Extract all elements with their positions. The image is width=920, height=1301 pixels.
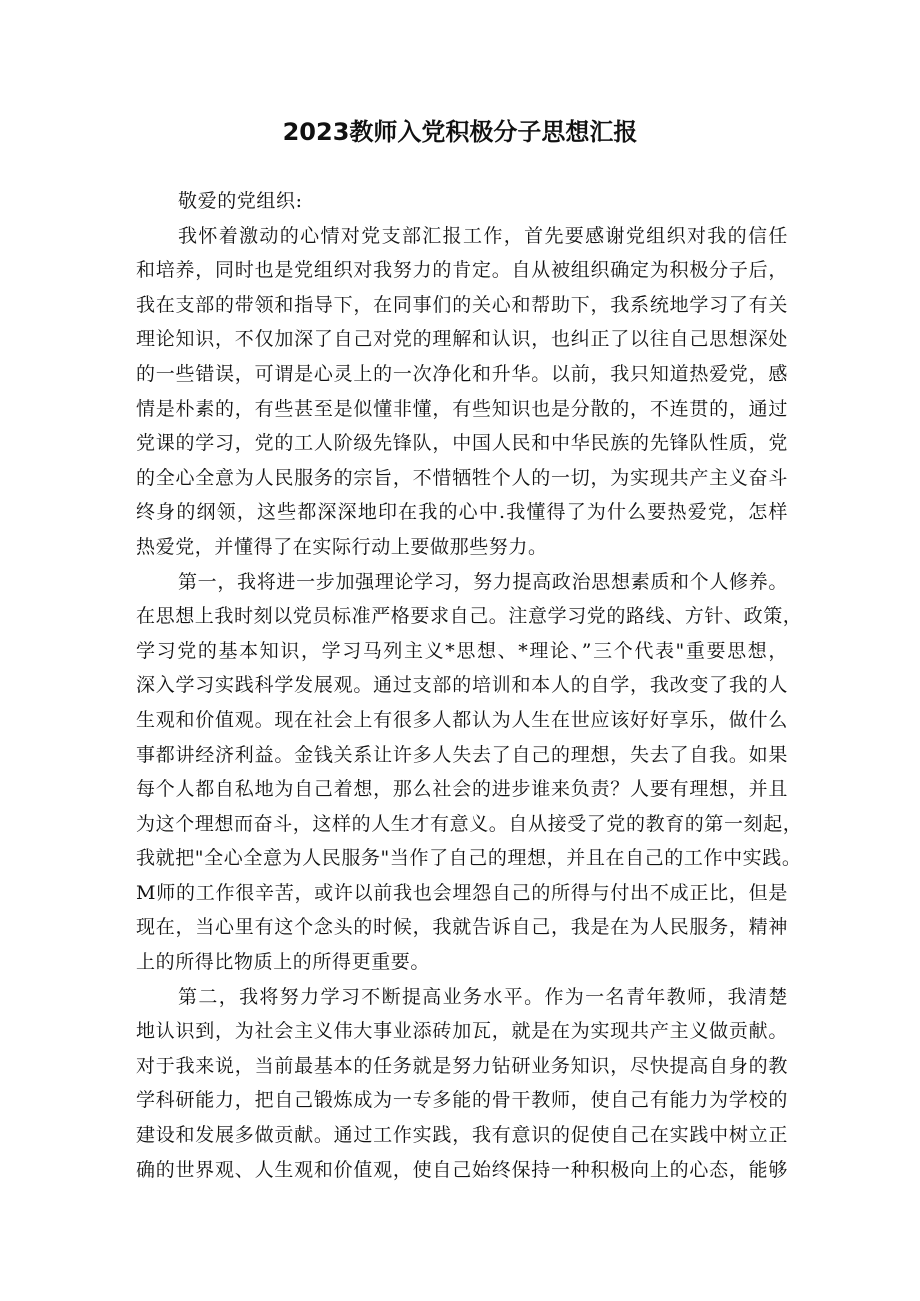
salutation: 敬爱的党组织: bbox=[178, 190, 303, 212]
text-line: 确的世界观、人生观和价值观，使自己始终保持一种积极向上的心态，能够 bbox=[136, 1158, 788, 1181]
text-line: 终身的纲领，这些都深深地印在我的心中.我懂得了为什么要热爱党，怎样 bbox=[136, 501, 788, 524]
text-line: 第二，我将努力学习不断提高业务水平。作为一名青年教师，我清楚 bbox=[178, 985, 788, 1008]
text-line: 理论知识，不仅加深了自己对党的理解和认识，也纠正了以往自己思想深处 bbox=[136, 328, 788, 351]
text-line: 现在，当心里有这个念头的时候，我就告诉自己，我是在为人民服务，精神 bbox=[136, 916, 788, 939]
text-line: 为这个理想而奋斗，这样的人生才有意义。自从接受了党的教育的第一刻起， bbox=[136, 812, 803, 835]
text-line: 上的所得比物质上的所得更重要。 bbox=[136, 951, 431, 974]
text-line: 的全心全意为人民服务的宗旨，不惜牺牲个人的一切，为实现共产主义奋斗 bbox=[136, 466, 788, 489]
document-body bbox=[136, 184, 803, 1187]
text-line: 深入学习实践科学发展观。通过支部的培训和本人的自学，我改变了我的人 bbox=[136, 674, 788, 697]
text-line: 每个人都自私地为自己着想，那么社会的进步谁来负责？人要有理想，并且 bbox=[136, 778, 788, 801]
text-line: 学习党的基本知识，学习马列主义*思想、*理论、”三个代表"重要思想， bbox=[136, 639, 788, 662]
text-line: 生观和价值观。现在社会上有很多人都认为人生在世应该好好享乐，做什么 bbox=[136, 708, 788, 731]
text-line: 我就把"全心全意为人民服务"当作了自己的理想，并且在自己的工作中实践。 bbox=[136, 847, 802, 870]
text-line: 我怀着激动的心情对党支部汇报工作，首先要感谢党组织对我的信任 bbox=[178, 224, 788, 247]
text-line: 我在支部的带领和指导下，在同事们的关心和帮助下，我系统地学习了有关 bbox=[136, 293, 788, 316]
text-line: 建设和发展多做贡献。通过工作实践，我有意识的促使自己在实践中树立正 bbox=[136, 1124, 788, 1147]
text-line: 热爱党，并懂得了在实际行动上要做那些努力。 bbox=[136, 535, 548, 558]
text-line: 学科研能力，把自己锻炼成为一专多能的骨干教师，使自己有能力为学校的 bbox=[136, 1089, 788, 1112]
text-line: 对于我来说，当前最基本的任务就是努力钻研业务知识，尽快提高自身的教 bbox=[136, 1054, 788, 1077]
text-line: M师的工作很辛苦，或许以前我也会埋怨自己的所得与付出不成正比，但是 bbox=[136, 881, 788, 904]
text-line: 事都讲经济利益。金钱关系让许多人失去了自己的理想，失去了自我。如果 bbox=[136, 743, 788, 766]
text-line: 地认识到，为社会主义伟大事业添砖加瓦，就是在为实现共产主义做贡献。 bbox=[136, 1020, 788, 1043]
text-line: 第一，我将进一步加强理论学习，努力提高政治思想素质和个人修养。 bbox=[178, 570, 788, 593]
text-line: 在思想上我时刻以党员标准严格要求自己。注意学习党的路线、方针、政策， bbox=[136, 605, 803, 628]
text-line: 的一些错误，可谓是心灵上的一次净化和升华。以前，我只知道热爱党，感 bbox=[136, 362, 788, 385]
text-line: 党课的学习，党的工人阶级先锋队，中国人民和中华民族的先锋队性质，党 bbox=[136, 432, 788, 455]
document-title: 2023教师入党积极分子思想汇报 bbox=[282, 118, 638, 146]
text-line: 情是朴素的，有些甚至是似懂非懂，有些知识也是分散的，不连贯的，通过 bbox=[136, 397, 788, 420]
text-line: 和培养，同时也是党组织对我努力的肯定。自从被组织确定为积极分子后， bbox=[136, 259, 788, 282]
